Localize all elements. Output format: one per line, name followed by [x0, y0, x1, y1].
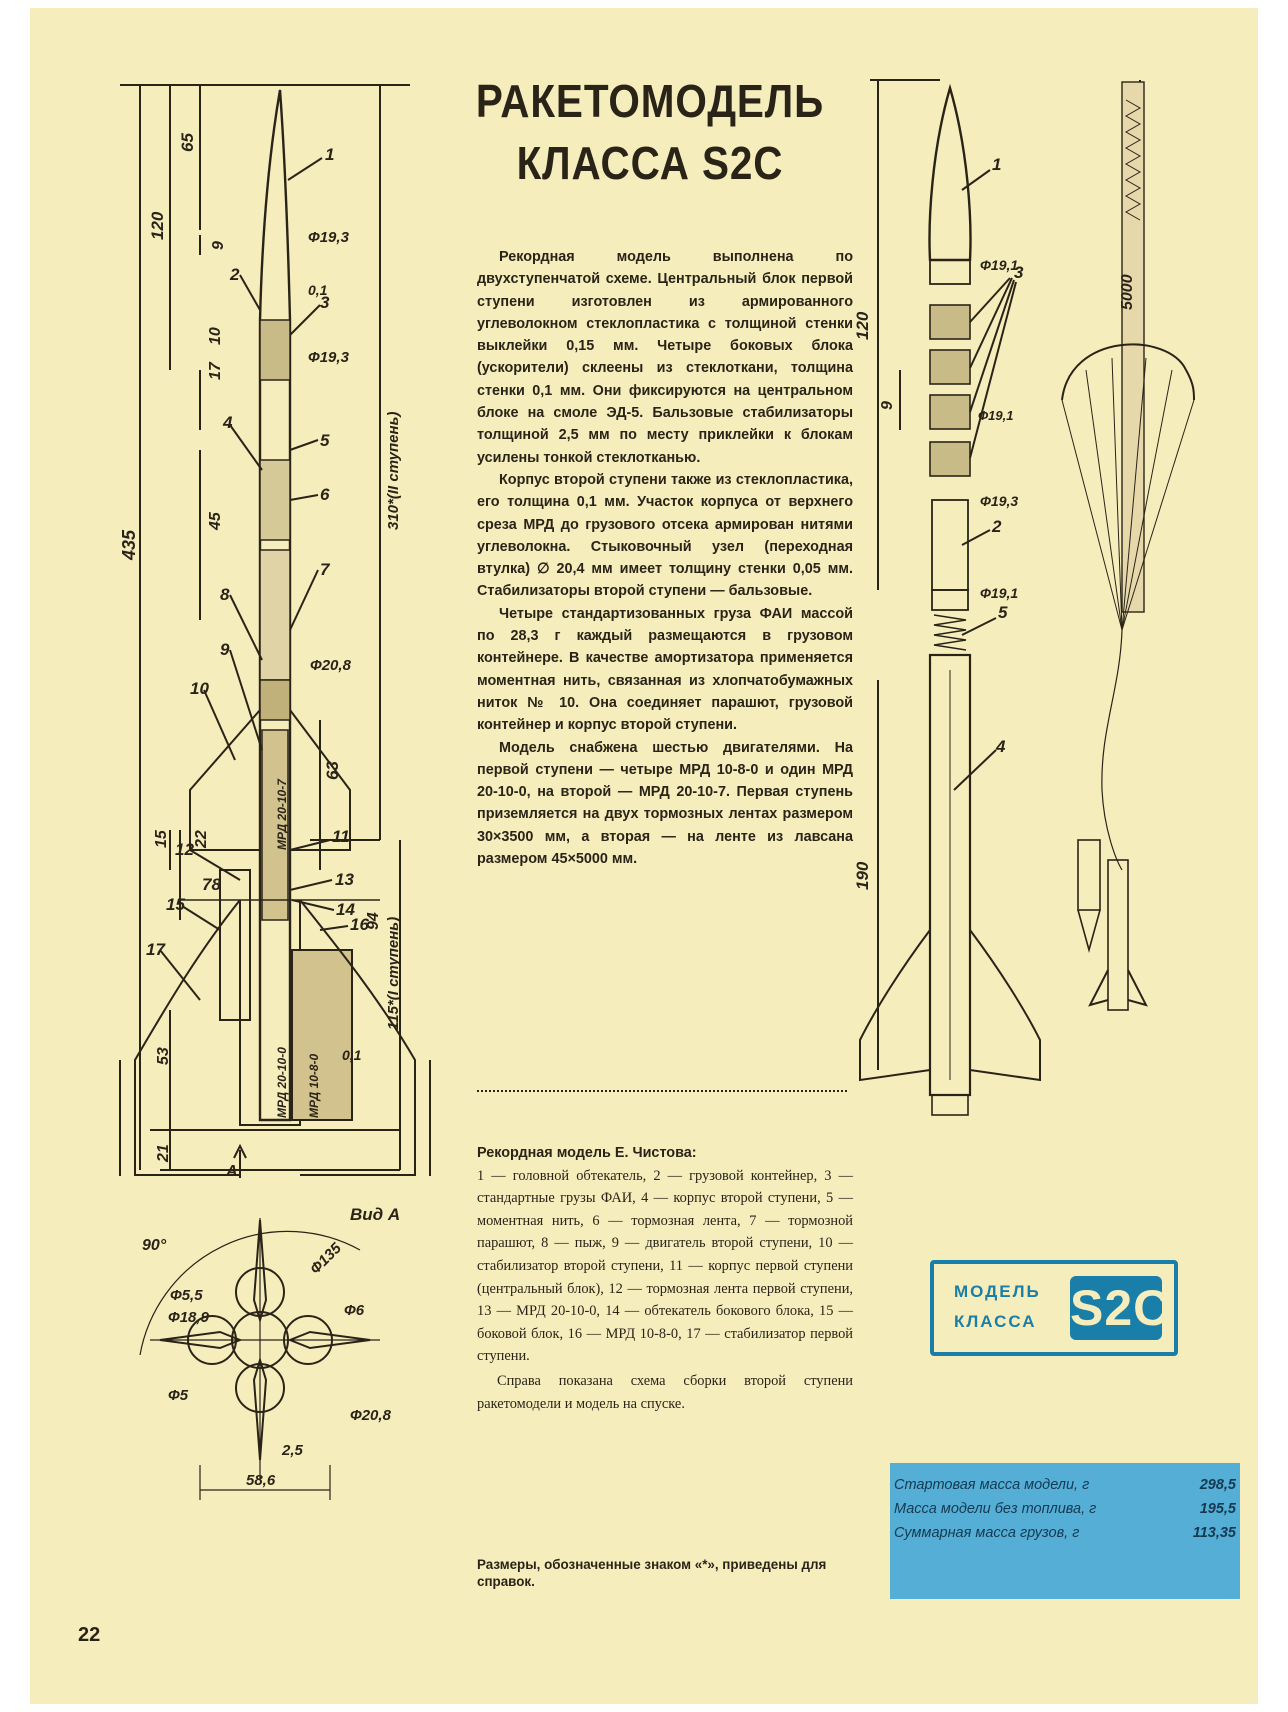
dim-65: 65 — [178, 133, 197, 152]
dim-thickness-bottom: 0,1 — [342, 1047, 362, 1063]
paragraph-2: Корпус второй ступени также из стеклопластика, его толщина 0,1 мм. Участок корпуса от верхнего среза МРД до грузового отсека армирован нитями углеволокна. Стыковочный узел (переходная втулка) ∅ 20,4 мм имеет толщину стенки 0,05 мм. Стабилизаторы второй ступени — бальзовые. — [477, 471, 853, 600]
badge-line-1: МОДЕЛЬ — [954, 1282, 1041, 1301]
view-dim-25: 2,5 — [282, 1442, 303, 1459]
paragraph-4: Модель снабжена шестью двигателями. На первой ступени — четыре МРД 10-8-0 и один МРД 20-10-0, на второй — МРД 20-10-7. Первая ступень приземляется на двух тормозных лентах размером 30×3500 мм, а вторая — на ленте из лавсана размером 45×5000 мм. — [477, 739, 853, 868]
badge-line-2: КЛАССА — [954, 1312, 1037, 1331]
view-dim-6: Ф6 — [344, 1302, 365, 1319]
right-dim-5000: 5000 — [1119, 274, 1136, 310]
caption-heading: Рекордная модель Е. Чистова: — [477, 1145, 697, 1161]
spec-label: Стартовая масса модели, г — [894, 1477, 1090, 1493]
caption-right-note: Справа показана схема сборки второй ступени ракетомодели и модель на спуске. — [477, 1372, 853, 1412]
callout-6: 6 — [320, 485, 330, 504]
callout-1: 1 — [325, 145, 335, 164]
view-a-title: Вид А — [350, 1205, 401, 1224]
spec-value: 298,5 — [1199, 1477, 1236, 1493]
view-dim-189: Ф18,9 — [168, 1309, 209, 1326]
right-dim-phi191-bottom: Ф19,1 — [980, 585, 1019, 601]
view-dim-90: 90° — [142, 1237, 167, 1254]
right-callout-4: 4 — [996, 737, 1006, 756]
dim-phi193-mid: Ф19,3 — [308, 349, 349, 366]
dim-9: 9 — [210, 241, 227, 250]
right-callout-3: 3 — [1014, 263, 1024, 282]
spec-label: Масса модели без топлива, г — [894, 1501, 1097, 1517]
rocket-side-drawing — [80, 70, 480, 1566]
dim-phi208: Ф20,8 — [310, 657, 351, 674]
dim-115: 115*(I ступень) — [385, 916, 402, 1030]
spec-value: 195,5 — [1199, 1501, 1236, 1517]
callout-3: 3 — [320, 293, 330, 312]
figure-captions — [477, 1142, 853, 1415]
callout-10: 10 — [190, 679, 209, 698]
right-dim-120: 120 — [853, 311, 872, 340]
motor-label-20-10-0: МРД 20-10-0 — [275, 1047, 289, 1118]
view-a-drawing — [140, 1218, 380, 1500]
right-dim-9: 9 — [879, 401, 896, 410]
dim-120: 120 — [148, 211, 167, 240]
callout-8: 8 — [220, 585, 230, 604]
spec-row-payload-mass — [894, 1525, 1236, 1547]
article-body — [477, 246, 853, 870]
dim-17: 17 — [207, 362, 224, 380]
callout-11: 11 — [332, 827, 350, 846]
dim-63: 63 — [323, 761, 342, 780]
spec-value: 113,35 — [1192, 1525, 1236, 1541]
page-number: 22 — [78, 1624, 101, 1646]
callout-16: 16 — [350, 915, 369, 934]
right-dim-phi191-mid: Ф19,1 — [978, 408, 1014, 423]
caption-items: 1 — головной обтекатель, 2 — грузовой контейнер, 3 — стандартные грузы ФАИ, 4 — корпус второй ступени, 5 — моментная нить, 6 — тормозная лента, 7 — тормозной парашют, 8 — пыж, 9 — двигатель второй ступени, 10 — стабилизатор второй ступени, 11 — корпус первой ступени (центральный блок), 12 — тормозная лента первой ступени, 13 — МРД 20-10-0, 14 — обтекатель бокового блока, 15 — боковой блок, 16 — МРД 10-8-0, 17 — стабилизатор первой ступени. — [477, 1167, 853, 1365]
view-dim-135: Ф135 — [306, 1239, 345, 1278]
dim-53: 53 — [155, 1047, 172, 1065]
dim-22: 22 — [193, 830, 210, 848]
spec-label: Суммарная масса грузов, г — [894, 1525, 1080, 1541]
callout-12: 12 — [175, 840, 194, 859]
paragraph-3: Четыре стандартизованных груза ФАИ массой по 28,3 г каждый размещаются в грузовом контейнере. В качестве амортизатора применяется моментная нить, связанная из хлопчатобумажных ниток № 10. Она соединяет парашют, грузовой контейнер и корпус второй ступени. — [477, 605, 853, 734]
dim-310: 310*(II ступень) — [385, 411, 402, 530]
view-dim-5: Ф5 — [168, 1387, 189, 1404]
dim-94: 94 — [365, 912, 382, 930]
paragraph-1: Рекордная модель выполнена по двухступенчатой схеме. Центральный блок первой ступени изготовлен из армированного углеволокном стеклопластика с толщиной стенки выклейки 0,15 мм. Четыре боковых блока (ускорители) склеены из стеклоткани, толщина стенки 0,1 мм. Они фиксируются на центральном блоке на смоле ЭД-5. Бальзовые стабилизаторы толщиной 2,5 мм по месту приклейки к блокам усилены тонкой стеклотканью. — [477, 249, 853, 466]
motor-label-20-10-7: МРД 20-10-7 — [275, 779, 289, 850]
spec-row-dry-mass — [894, 1501, 1236, 1523]
rocket-assembly-drawing — [850, 70, 1250, 1190]
callout-5: 5 — [320, 431, 330, 450]
right-dim-phi193: Ф19,3 — [980, 493, 1019, 509]
badge-class-code: S2C — [1070, 1276, 1162, 1340]
view-arrow-label: А — [226, 1163, 238, 1180]
dim-15: 15 — [153, 830, 170, 848]
magazine-page — [30, 8, 1258, 1704]
specs-box — [890, 1463, 1240, 1599]
article-title-line-1: РАКЕТОМОДЕЛЬ — [475, 75, 825, 127]
dim-10: 10 — [207, 327, 224, 345]
motor-label-10-8-0: МРД 10-8-0 — [307, 1053, 321, 1118]
dim-thickness-top: 0,1 — [308, 282, 328, 298]
view-dim-208: Ф20,8 — [350, 1407, 391, 1424]
dim-21: 21 — [155, 1144, 172, 1162]
callout-9: 9 — [220, 640, 230, 659]
dotted-separator — [477, 1090, 847, 1092]
right-dim-phi191-top: Ф19,1 — [980, 257, 1019, 273]
spec-row-start-mass — [894, 1477, 1236, 1499]
view-dim-586: 58,6 — [246, 1472, 276, 1489]
view-dim-55: Ф5,5 — [170, 1287, 203, 1304]
dim-78: 78 — [202, 875, 221, 894]
callout-13: 13 — [335, 870, 354, 889]
dim-phi193-top: Ф19,3 — [308, 229, 349, 246]
callout-2: 2 — [230, 265, 240, 284]
right-callout-1: 1 — [992, 155, 1002, 174]
callout-17: 17 — [146, 940, 165, 959]
class-badge — [930, 1260, 1178, 1356]
right-dim-190: 190 — [853, 861, 872, 890]
callout-4: 4 — [223, 413, 233, 432]
right-callout-2: 2 — [992, 517, 1002, 536]
dim-45: 45 — [207, 512, 224, 530]
right-callout-5: 5 — [998, 603, 1008, 622]
callout-7: 7 — [320, 560, 330, 579]
article-title-line-2: КЛАССА S2C — [516, 137, 784, 189]
dimension-note: Размеры, обозначенные знаком «*», приведены для справок. — [477, 1557, 827, 1589]
callout-15: 15 — [166, 895, 185, 914]
dim-435: 435 — [119, 529, 139, 560]
callout-14: 14 — [336, 900, 355, 919]
article-title — [456, 70, 843, 194]
